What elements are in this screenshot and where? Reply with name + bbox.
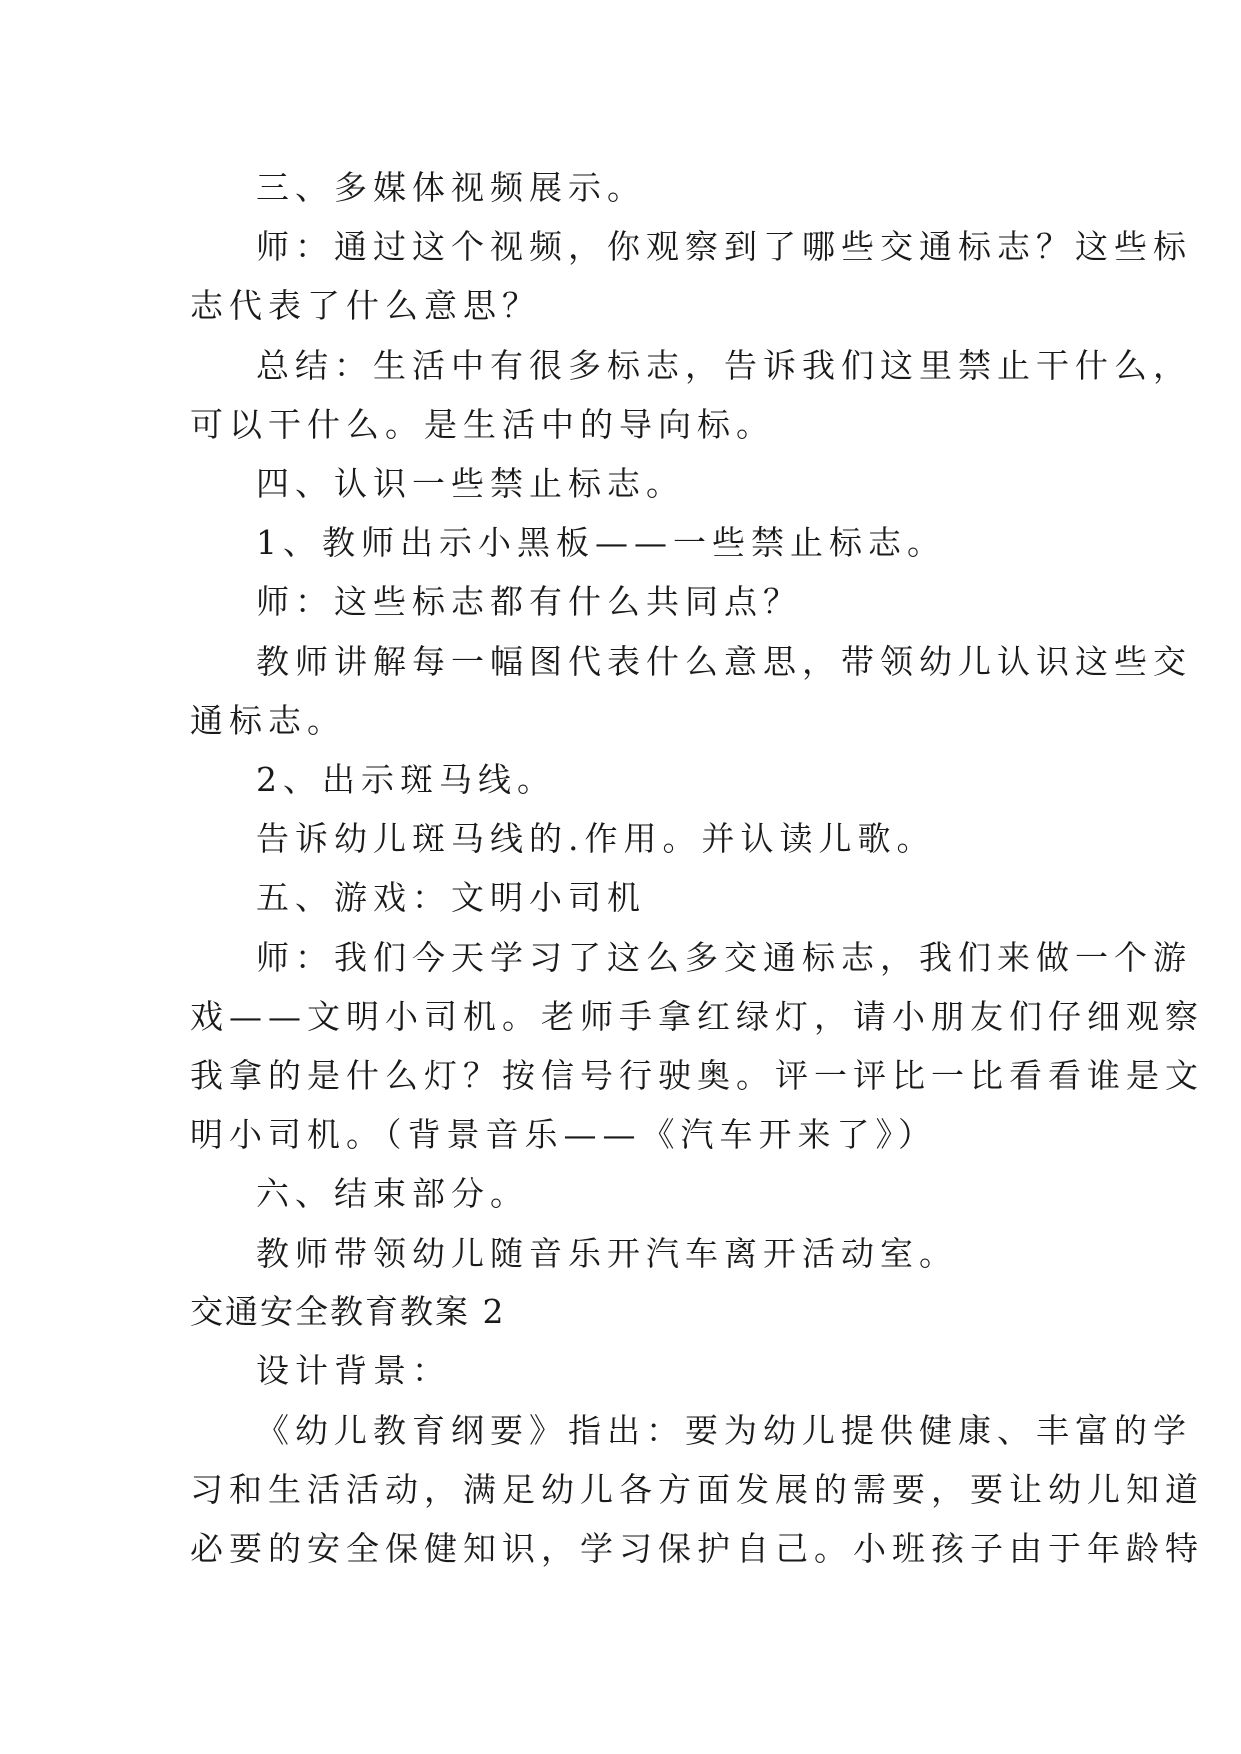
paragraph-line: 明小司机。（背景音乐——《汽车开来了》） [190,1115,937,1154]
section-five-heading: 五、游戏：文明小司机 [256,878,646,917]
section-three-heading: 三、多媒体视频展示。 [256,168,646,207]
paragraph-line: 2、出示斑马线。 [256,760,556,799]
paragraph-line: 总结：生活中有很多标志，告诉我们这里禁止干什么， [256,346,1192,385]
paragraph-line: 通标志。 [190,701,346,740]
paragraph-line: 可以干什么。是生活中的导向标。 [190,405,775,444]
paragraph-line: 教师带领幼儿随音乐开汽车离开活动室。 [256,1234,958,1273]
section-four-heading: 四、认识一些禁止标志。 [256,464,685,503]
section-six-heading: 六、结束部分。 [256,1174,529,1213]
lesson-plan-title: 交通安全教育教案 2 [190,1292,506,1331]
paragraph-line: 告诉幼儿斑马线的.作用。并认读儿歌。 [256,819,936,858]
paragraph-line: 教师讲解每一幅图代表什么意思，带领幼儿认识这些交 [256,642,1192,681]
paragraph-line: 必要的安全保健知识，学习保护自己。小班孩子由于年龄特 [190,1529,1204,1568]
paragraph-line: 戏——文明小司机。老师手拿红绿灯，请小朋友们仔细观察 [190,997,1204,1036]
paragraph-line: 《幼儿教育纲要》指出：要为幼儿提供健康、丰富的学 [256,1411,1192,1450]
paragraph-line: 我拿的是什么灯？按信号行驶奥。评一评比一比看看谁是文 [190,1056,1204,1095]
paragraph-line: 师：这些标志都有什么共同点？ [256,582,802,621]
paragraph-line: 习和生活活动，满足幼儿各方面发展的需要，要让幼儿知道 [190,1470,1204,1509]
paragraph-line: 师：通过这个视频，你观察到了哪些交通标志？这些标 [256,227,1192,266]
paragraph-line: 1、教师出示小黑板——一些禁止标志。 [256,523,946,562]
paragraph-line: 师：我们今天学习了这么多交通标志，我们来做一个游 [256,938,1192,977]
paragraph-line: 志代表了什么意思？ [190,286,541,325]
design-background-heading: 设计背景： [256,1351,451,1390]
